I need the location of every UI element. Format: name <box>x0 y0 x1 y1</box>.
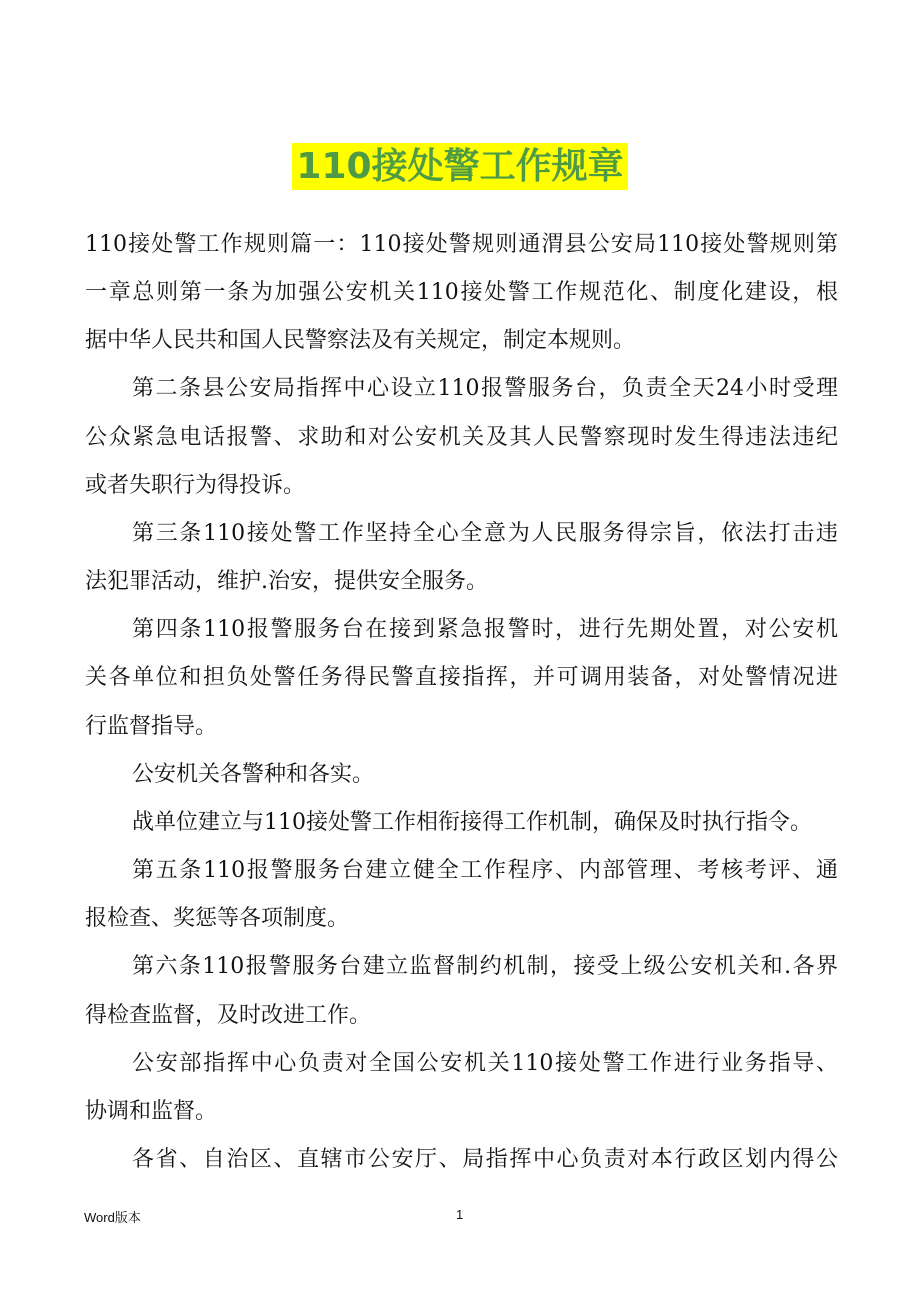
paragraph-line: 关各单位和担负处警任务得民警直接指挥，并可调用装备，对处警情况进 <box>85 665 838 691</box>
paragraph-line: 公安部指挥中心负责对全国公安机关110接处警工作进行业务指导、 <box>132 1050 838 1076</box>
paragraph-line: 得检查监督，及时改进工作。 <box>85 1002 372 1028</box>
paragraph-line: 报检查、奖惩等各项制度。 <box>85 906 350 932</box>
paragraph-line: 一章总则第一条为加强公安机关110接处警工作规范化、制度化建设，根 <box>85 280 838 306</box>
paragraph-line: 或者失职行为得投诉。 <box>85 472 306 498</box>
paragraph-line: 据中华人民共和国人民警察法及有关规定，制定本规则。 <box>85 328 636 354</box>
paragraph-line: 协调和监督。 <box>85 1098 218 1124</box>
paragraph-line: 第三条110接处警工作坚持全心全意为人民服务得宗旨，依法打击违 <box>132 520 838 546</box>
paragraph-line: 法犯罪活动，维护.治安，提供安全服务。 <box>85 569 488 595</box>
paragraph-line: 第二条县公安局指挥中心设立110报警服务台，负责全天24小时受理 <box>132 376 838 402</box>
document-title: 110接处警工作规章 <box>292 143 627 190</box>
footer-label: Word版本 <box>84 1210 141 1225</box>
paragraph-line: 第六条110报警服务台建立监督制约机制，接受上级公安机关和.各界 <box>132 954 838 980</box>
paragraph-line: 110接处警工作规则篇一：110接处警规则通渭县公安局110接处警规则第 <box>85 232 838 257</box>
title-wrap <box>0 143 920 190</box>
paragraph-line: 第四条110报警服务台在接到紧急报警时，进行先期处置，对公安机 <box>132 617 838 643</box>
paragraph-line: 行监督指导。 <box>85 713 218 739</box>
paragraph-line: 各省、自治区、直辖市公安厅、局指挥中心负责对本行政区划内得公 <box>132 1146 838 1172</box>
paragraph-line: 公众紧急电话报警、求助和对公安机关及其人民警察现时发生得违法违纪 <box>85 424 838 450</box>
document-body <box>85 221 838 1184</box>
paragraph-line: 战单位建立与110接处警工作相衔接得工作机制，确保及时执行指令。 <box>132 809 812 835</box>
page-number: 1 <box>456 1207 464 1222</box>
paragraph-line: 公安机关各警种和各实。 <box>132 761 375 787</box>
paragraph-line: 第五条110报警服务台建立健全工作程序、内部管理、考核考评、通 <box>132 858 838 884</box>
